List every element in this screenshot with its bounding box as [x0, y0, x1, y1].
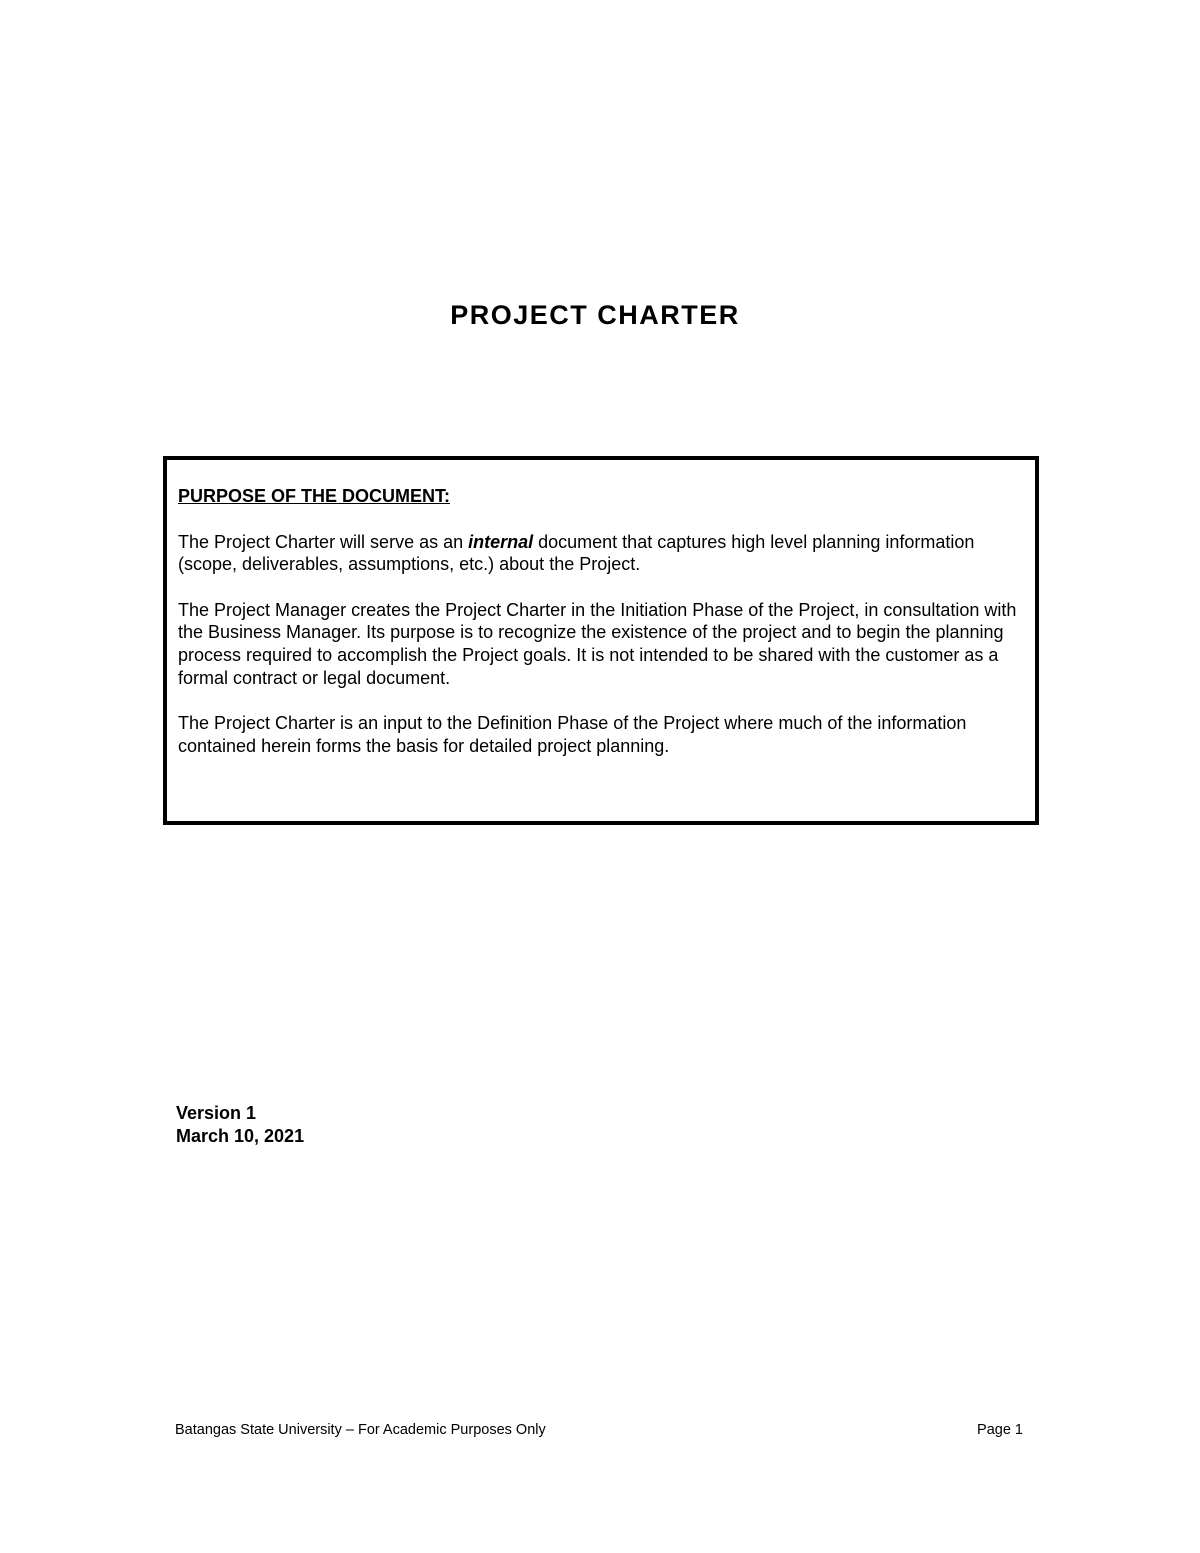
purpose-content [178, 485, 1018, 780]
purpose-paragraph-1-before: The Project Charter will serve as an [178, 531, 469, 552]
purpose-paragraph-1-after: document that captures high level planning information (scope, deliverables, assumptions, etc.) about the Project. [178, 531, 975, 575]
footer-institution: Batangas State University – For Academic Purposes Only [175, 1422, 546, 1438]
purpose-heading: PURPOSE OF THE DOCUMENT: [178, 486, 451, 506]
purpose-paragraph-2: The Project Manager creates the Project Charter in the Initiation Phase of the Project, in consultation with the Business Manager. Its purpose is to recognize the existence of the project and to begin the planning process required to accomplish the Project goals. It is not intended to be shared with the customer as a formal contract or legal document. [178, 599, 1017, 688]
purpose-paragraph-3: The Project Charter is an input to the Definition Phase of the Project where much of the information contained herein forms the basis for detailed project planning. [178, 713, 967, 756]
version-block [176, 1102, 304, 1148]
purpose-paragraph-1 [178, 531, 1018, 576]
version-label: Version 1 [176, 1103, 257, 1123]
purpose-paragraph-1-emphasis: internal [468, 531, 534, 552]
document-date: March 10, 2021 [176, 1126, 305, 1146]
page-title: PROJECT CHARTER [450, 300, 740, 330]
footer-page-number: Page 1 [977, 1422, 1023, 1438]
purpose-box [163, 456, 1039, 825]
